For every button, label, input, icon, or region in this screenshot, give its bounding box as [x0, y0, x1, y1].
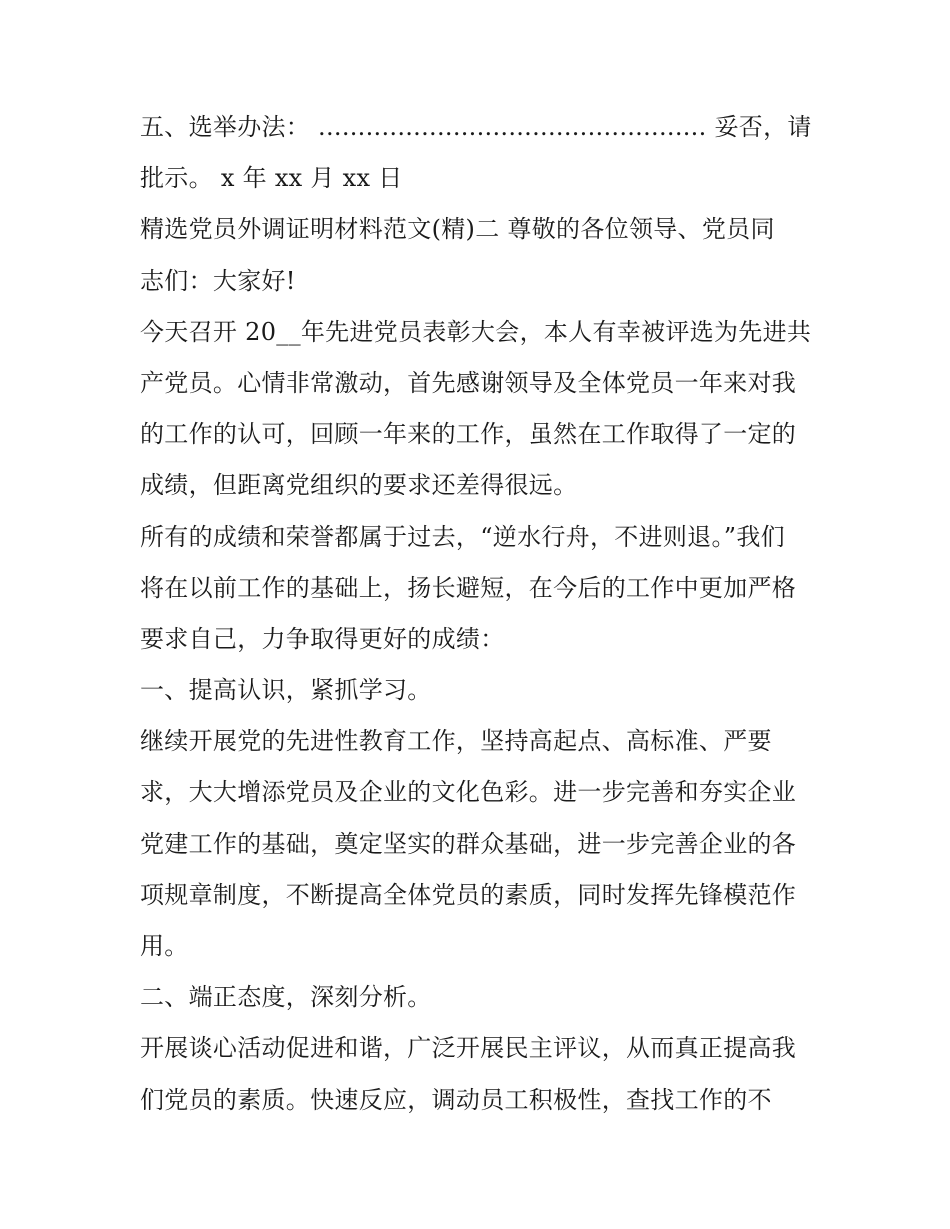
text-line: 将在以前工作的基础上，扬长避短，在今后的工作中更加严格: [140, 573, 797, 602]
text-line: 所有的成绩和荣誉都属于过去，“逆水行舟，不进则退。”我们: [140, 522, 785, 551]
text-line: 志们：大家好!: [140, 266, 296, 295]
section-heading: 二、端正态度，深刻分析。: [140, 983, 432, 1012]
text-line: 开展谈心活动促进和谐，广泛开展民主评议，从而真正提高我: [140, 1034, 797, 1063]
text-line: 项规章制度，不断提高全体党员的素质，同时发挥先锋模范作: [140, 880, 797, 909]
text-line: 们党员的素质。快速反应，调动员工积极性，查找工作的不: [140, 1085, 772, 1114]
text-line: 今天召开 20__年先进党员表彰大会，本人有幸被评选为先进共: [140, 317, 812, 346]
document-body: [140, 102, 820, 1126]
text-line: 精选党员外调证明材料范文(精)二 尊敬的各位领导、党员同: [140, 215, 775, 244]
text-line: 成绩，但距离党组织的要求还差得很远。: [140, 471, 578, 500]
text-line: 用。: [140, 932, 189, 960]
text-line: 五、选举办法： ................................................. 妥否，请: [140, 113, 812, 141]
text-line: 批示。 x 年 xx 月 xx 日: [140, 164, 403, 193]
text-line: 的工作的认可，回顾一年来的工作，虽然在工作取得了一定的: [140, 420, 797, 449]
text-line: 继续开展党的先进性教育工作，坚持高起点、高标准、严要: [140, 727, 772, 756]
section-heading: 一、提高认识，紧抓学习。: [140, 676, 432, 705]
text-line: 产党员。心情非常激动，首先感谢领导及全体党员一年来对我: [140, 368, 797, 397]
text-line: 要求自己，力争取得更好的成绩：: [140, 624, 505, 653]
text-line: 党建工作的基础，奠定坚实的群众基础，进一步完善企业的各: [140, 829, 797, 858]
text-line: 求，大大增添党员及企业的文化色彩。进一步完善和夯实企业: [140, 778, 797, 807]
